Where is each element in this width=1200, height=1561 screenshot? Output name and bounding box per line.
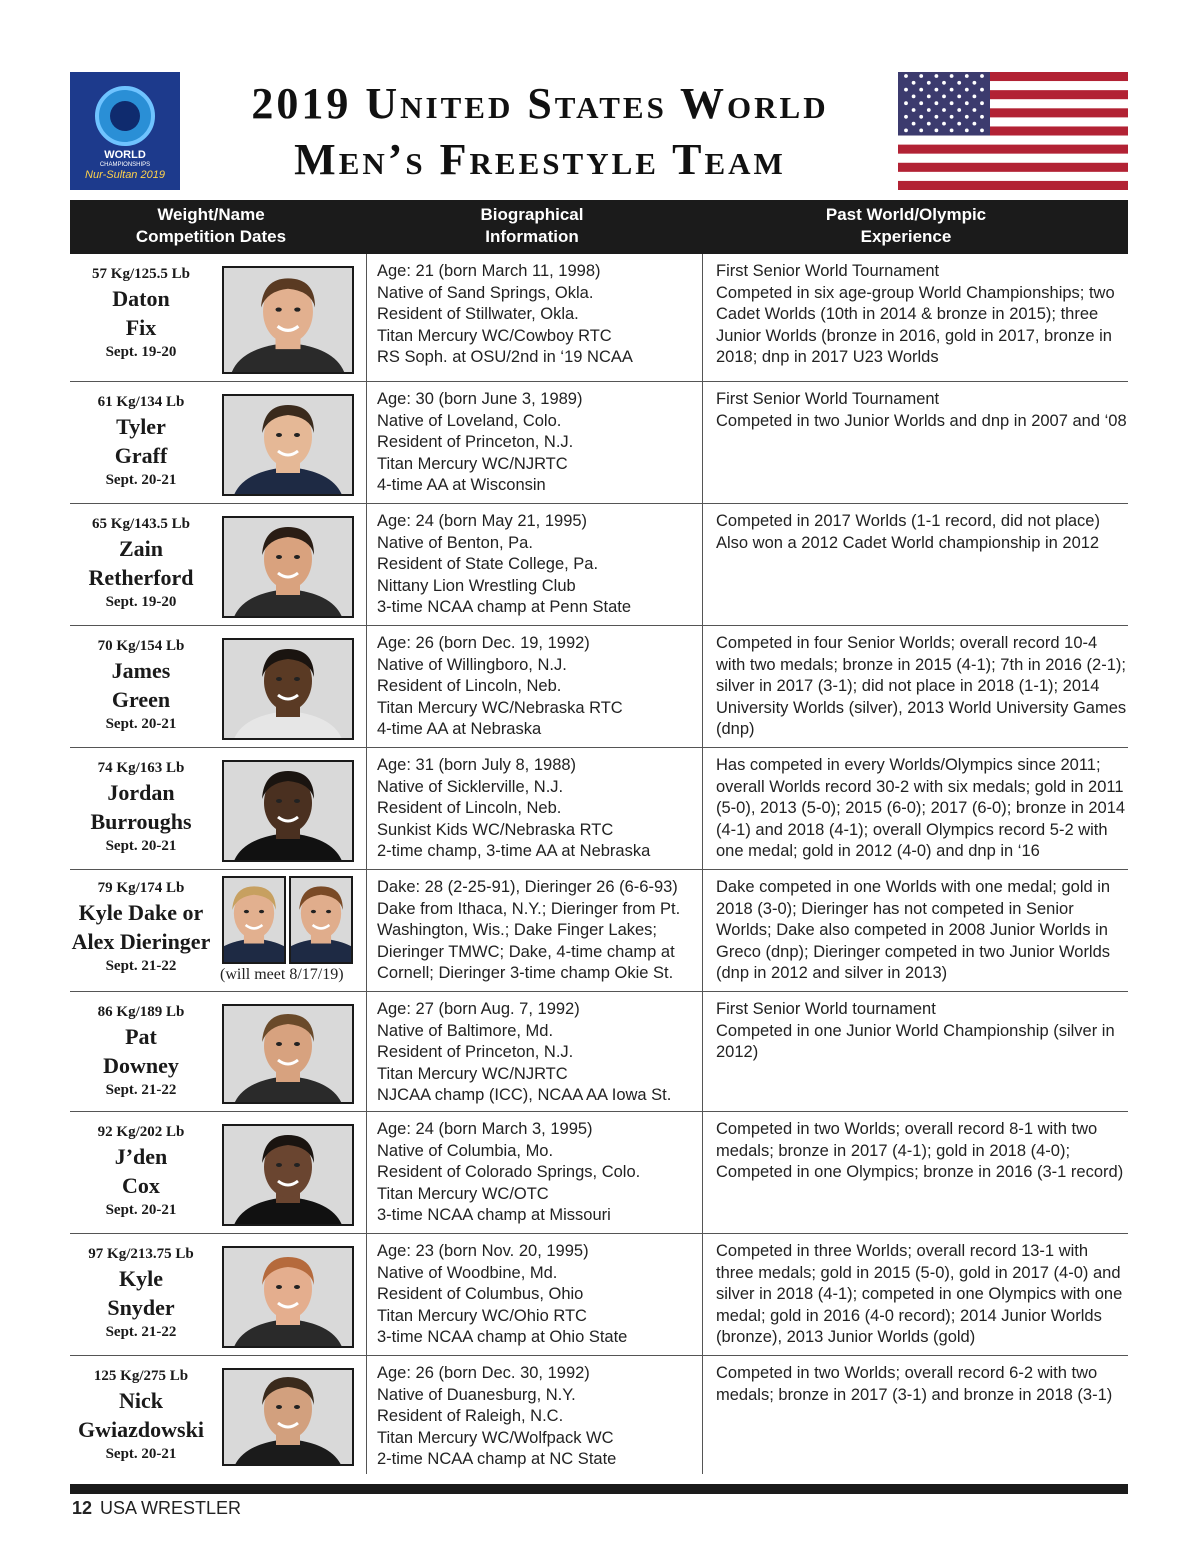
bio-line: Age: 26 (born Dec. 19, 1992) xyxy=(377,634,590,652)
bio-line: Sunkist Kids WC/Nebraska RTC xyxy=(377,820,614,839)
bio-line: Resident of Columbus, Ohio xyxy=(377,1285,584,1304)
bio-line: 4-time AA at Nebraska xyxy=(377,720,542,739)
bio-line: Age: 24 (born March 3, 1995) xyxy=(377,1120,593,1138)
table-row xyxy=(70,1234,1128,1356)
bio-line: 2-time NCAA champ at NC State xyxy=(377,1450,617,1469)
page-title xyxy=(185,76,895,188)
world-championships-logo xyxy=(70,72,180,190)
wrestler-first-name: Tyler xyxy=(116,414,166,439)
bio-line: Dake: 28 (2-25-91), Dieringer 26 (6-6-93) xyxy=(377,878,678,896)
bio-line: Native of Loveland, Colo. xyxy=(377,411,562,430)
experience-cell xyxy=(716,1119,1128,1184)
bio-line: Titan Mercury WC/NJRTC xyxy=(377,454,568,473)
bio-line: Cornell; Dieringer 3-time champ Okie St. xyxy=(377,964,674,983)
us-flag-icon xyxy=(898,72,1128,190)
bio-line: Native of Baltimore, Md. xyxy=(377,1021,554,1040)
page-number: 12 xyxy=(72,1498,93,1518)
competition-dates: Sept. 19-20 xyxy=(105,344,177,360)
weight-class: 65 Kg/143.5 Lb xyxy=(92,516,190,532)
header-weight-name: Weight/Name Competition Dates xyxy=(135,205,287,246)
weight-class: 79 Kg/174 Lb xyxy=(97,880,185,896)
wrestler-first-name: Kyle xyxy=(119,1266,163,1291)
bio-line: 4-time AA at Wisconsin xyxy=(377,476,546,495)
table-row xyxy=(70,382,1128,504)
wrestler-name-cell xyxy=(70,1358,212,1464)
wrestler-last-name: Alex Dieringer xyxy=(71,929,211,954)
wrestler-photo xyxy=(222,1246,354,1348)
bio-line: Titan Mercury WC/NJRTC xyxy=(377,1064,568,1083)
table-header xyxy=(70,200,1128,254)
bio-cell xyxy=(377,389,707,497)
wrestler-photo xyxy=(222,1124,354,1226)
bio-line: Dake from Ithaca, N.Y.; Dieringer from Pt. xyxy=(377,899,681,918)
bio-line: Age: 24 (born May 21, 1995) xyxy=(377,512,588,530)
competition-dates: Sept. 20-21 xyxy=(105,838,177,854)
wrestler-name-cell xyxy=(70,1114,212,1220)
bio-line: Age: 23 (born Nov. 20, 1995) xyxy=(377,1242,589,1260)
wrestler-photo xyxy=(289,876,353,964)
bio-line: Native of Willingboro, N.J. xyxy=(377,655,567,674)
wrestler-photo xyxy=(222,266,354,374)
weight-class: 74 Kg/163 Lb xyxy=(97,760,185,776)
bio-line: Native of Sand Springs, Okla. xyxy=(377,283,594,302)
bio-line: Resident of Colorado Springs, Colo. xyxy=(377,1163,641,1182)
bio-line: Resident of Princeton, N.J. xyxy=(377,433,574,452)
bio-cell xyxy=(377,633,707,741)
wrestler-first-name: Kyle Dake or xyxy=(78,900,204,925)
bio-line: Titan Mercury WC/OTC xyxy=(377,1184,549,1203)
wrestler-name-cell xyxy=(70,628,212,734)
wrestler-last-name: Gwiazdowski xyxy=(78,1417,204,1442)
table-row xyxy=(70,626,1128,748)
footer-bar xyxy=(70,1484,1128,1494)
experience-line: Also won a 2012 Cadet World championship in 2012 xyxy=(716,533,1100,552)
table-row xyxy=(70,1356,1128,1474)
logo-line3: Nur-Sultan 2019 xyxy=(85,169,165,181)
experience-line: Dake competed in one Worlds with one medal; gold in 2018 (3-0); Dieringer has not competed in Senior Worlds; Dake also competed in 2008 Junior Worlds in Greco (dnp); Dieringer competed in two Junior Worlds (dnp in 2012 and silver in 2013) xyxy=(716,878,1111,983)
bio-line: RS Soph. at OSU/2nd in ‘19 NCAA xyxy=(377,348,633,367)
bio-line: Native of Columbia, Mo. xyxy=(377,1141,554,1160)
wrestler-first-name: James xyxy=(111,658,171,683)
competition-dates: Sept. 20-21 xyxy=(105,1202,177,1218)
wrestler-first-name: Daton xyxy=(112,286,170,311)
wrestler-photo xyxy=(222,394,354,496)
wrestler-photo xyxy=(222,1368,354,1466)
competition-dates: Sept. 21-22 xyxy=(105,1324,177,1340)
bio-line: Resident of Princeton, N.J. xyxy=(377,1043,574,1062)
wrestler-last-name: Snyder xyxy=(107,1295,175,1320)
wrestler-name-cell xyxy=(70,994,212,1100)
experience-cell xyxy=(716,877,1128,985)
bio-line: 3-time NCAA champ at Penn State xyxy=(377,598,632,617)
wrestler-first-name: J’den xyxy=(114,1144,168,1169)
wrestler-photo xyxy=(222,876,286,964)
table-row xyxy=(70,1112,1128,1234)
title-line1: 2019 United States World xyxy=(251,79,829,128)
page-footer xyxy=(72,1498,241,1518)
competition-dates: Sept. 20-21 xyxy=(105,716,177,732)
bio-line: Dieringer TMWC; Dake, 4-time champ at xyxy=(377,942,675,961)
bio-cell xyxy=(377,511,707,619)
experience-line: Competed in two Worlds; overall record 6-2 with two medals; bronze in 2017 (3-1) and bronze in 2018 (3-1) xyxy=(716,1364,1113,1404)
wrestler-name-cell xyxy=(70,506,212,612)
weight-class: 125 Kg/275 Lb xyxy=(93,1368,189,1384)
experience-cell xyxy=(716,511,1128,554)
bio-cell xyxy=(377,1241,707,1349)
logo-line2: CHAMPIONSHIPS xyxy=(99,162,151,168)
experience-line: First Senior World Tournament xyxy=(716,390,940,408)
competition-dates: Sept. 21-22 xyxy=(105,1082,177,1098)
table-row xyxy=(70,870,1128,992)
competition-dates: Sept. 20-21 xyxy=(105,472,177,488)
table-row xyxy=(70,254,1128,382)
table-row xyxy=(70,992,1128,1112)
bio-line: Resident of State College, Pa. xyxy=(377,555,599,574)
weight-class: 97 Kg/213.75 Lb xyxy=(88,1246,194,1262)
weight-class: 57 Kg/125.5 Lb xyxy=(92,266,190,282)
bio-line: Nittany Lion Wrestling Club xyxy=(377,576,576,595)
experience-line: Has competed in every Worlds/Olympics since 2011; overall Worlds record 30-2 with six medals; gold in 2011 (5-0), 2013 (5-0); 2015 (6-0); 2017 (6-0); bronze in 2014 (4-1) and 2018 (4-1); overall Olympics record 5-2 with one medal; gold in 2012 (4-0) and dnp in ‘16 xyxy=(716,756,1126,861)
wrestler-last-name: Cox xyxy=(122,1173,160,1198)
wrestler-name-cell xyxy=(70,1236,212,1342)
experience-line: Competed in three Worlds; overall record 13-1 with three medals; gold in 2015 (5-0), gold in 2017 (4-0) and silver in 2018 (4-1); competed in one Olympics with one medal; gold in 2016 (4-0 record); 2014 Junior Worlds (bronze), 2013 Junior Worlds (gold) xyxy=(716,1242,1123,1347)
table-row xyxy=(70,504,1128,626)
bio-line: Resident of Lincoln, Neb. xyxy=(377,677,562,696)
experience-cell xyxy=(716,755,1128,863)
wrestler-photo xyxy=(222,638,354,740)
bio-line: Age: 30 (born June 3, 1989) xyxy=(377,390,583,408)
bio-line: Titan Mercury WC/Ohio RTC xyxy=(377,1306,587,1325)
bio-line: Titan Mercury WC/Cowboy RTC xyxy=(377,326,612,345)
bio-line: Age: 21 (born March 11, 1998) xyxy=(377,262,601,280)
experience-cell xyxy=(716,999,1128,1064)
bio-line: Native of Benton, Pa. xyxy=(377,533,533,552)
wrestler-photo xyxy=(222,760,354,862)
bio-cell xyxy=(377,877,707,985)
bio-line: 2-time champ, 3-time AA at Nebraska xyxy=(377,842,651,861)
wrestler-name-cell xyxy=(70,256,212,362)
experience-line: First Senior World Tournament xyxy=(716,262,940,280)
header-experience: Past World/Olympic Experience xyxy=(825,205,987,246)
experience-cell xyxy=(716,633,1128,741)
weight-class: 86 Kg/189 Lb xyxy=(97,1004,185,1020)
weight-class: 61 Kg/134 Lb xyxy=(97,394,185,410)
bio-cell xyxy=(377,1119,707,1227)
bio-line: 3-time NCAA champ at Ohio State xyxy=(377,1328,628,1347)
logo-line1: WORLD xyxy=(104,149,146,161)
experience-cell xyxy=(716,389,1128,432)
competition-dates: Sept. 21-22 xyxy=(105,958,177,974)
meet-note: (will meet 8/17/19) xyxy=(220,966,344,983)
magazine-name: USA WRESTLER xyxy=(100,1498,242,1518)
competition-dates: Sept. 20-21 xyxy=(105,1446,177,1462)
bio-cell xyxy=(377,1363,707,1471)
wrestler-emblem-icon xyxy=(95,86,155,146)
bio-line: NJCAA champ (ICC), NCAA AA Iowa St. xyxy=(377,1086,672,1105)
experience-line: Competed in two Junior Worlds and dnp in 2007 and ‘08 xyxy=(716,411,1127,430)
bio-line: Titan Mercury WC/Wolfpack WC xyxy=(377,1428,614,1447)
wrestler-last-name: Downey xyxy=(103,1053,179,1078)
wrestler-last-name: Green xyxy=(111,687,171,712)
bio-line: Resident of Raleigh, N.C. xyxy=(377,1407,564,1426)
bio-line: Age: 31 (born July 8, 1988) xyxy=(377,756,577,774)
title-line2: Men’s Freestyle Team xyxy=(294,135,786,184)
wrestler-name-cell xyxy=(70,384,212,490)
experience-cell xyxy=(716,1241,1128,1349)
wrestler-photo xyxy=(222,1004,354,1104)
wrestler-photo xyxy=(222,516,354,618)
wrestler-first-name: Jordan xyxy=(107,780,175,805)
wrestler-first-name: Zain xyxy=(118,536,164,561)
weight-class: 70 Kg/154 Lb xyxy=(97,638,185,654)
wrestler-first-name: Pat xyxy=(125,1024,157,1049)
bio-line: Native of Woodbine, Md. xyxy=(377,1263,558,1282)
bio-line: Resident of Lincoln, Neb. xyxy=(377,799,562,818)
wrestler-last-name: Retherford xyxy=(88,565,194,590)
wrestler-last-name: Burroughs xyxy=(90,809,192,834)
bio-cell xyxy=(377,999,707,1107)
bio-cell xyxy=(377,261,707,369)
experience-cell xyxy=(716,261,1128,369)
bio-line: Native of Sicklerville, N.J. xyxy=(377,777,564,796)
bio-line: Age: 26 (born Dec. 30, 1992) xyxy=(377,1364,590,1382)
experience-line: Competed in two Worlds; overall record 8-1 with two medals; bronze in 2017 (4-1); gold in 2018 (4-0); Competed in one Olympics; bronze in 2016 (3-1 record) xyxy=(716,1120,1124,1182)
competition-dates: Sept. 19-20 xyxy=(105,594,177,610)
experience-line: Competed in one Junior World Championship (silver in 2012) xyxy=(716,1021,1115,1062)
experience-line: Competed in 2017 Worlds (1-1 record, did not place) xyxy=(716,512,1100,530)
wrestler-name-cell xyxy=(70,750,212,856)
bio-line: Washington, Wis.; Dake Finger Lakes; xyxy=(377,921,658,940)
bio-cell xyxy=(377,755,707,863)
wrestler-last-name: Graff xyxy=(114,443,168,468)
experience-line: First Senior World tournament xyxy=(716,1000,936,1018)
wrestler-first-name: Nick xyxy=(119,1388,163,1413)
weight-class: 92 Kg/202 Lb xyxy=(97,1124,185,1140)
bio-line: 3-time NCAA champ at Missouri xyxy=(377,1206,611,1225)
wrestler-name-cell xyxy=(70,870,212,976)
bio-line: Titan Mercury WC/Nebraska RTC xyxy=(377,698,623,717)
wrestler-last-name: Fix xyxy=(125,315,157,340)
bio-line: Resident of Stillwater, Okla. xyxy=(377,305,579,324)
experience-line: Competed in four Senior Worlds; overall record 10-4 with two medals; bronze in 2015 (4-1); 7th in 2016 (2-1); silver in 2017 (3-1); did not place in 2018 (1-1); 2014 University Worlds (silver), 2013 World University Games (dnp) xyxy=(716,634,1127,739)
bio-line: Native of Duanesburg, N.Y. xyxy=(377,1385,576,1404)
bio-line: Age: 27 (born Aug. 7, 1992) xyxy=(377,1000,580,1018)
experience-cell xyxy=(716,1363,1128,1406)
table-row xyxy=(70,748,1128,870)
experience-line: Competed in six age-group World Championships; two Cadet Worlds (10th in 2014 & bronze in 2015); three Junior Worlds (bronze in 2016, gold in 2017, bronze in 2018; dnp in 2017 U23 Worlds xyxy=(716,283,1115,367)
header-bio: Biographical Information xyxy=(480,205,584,246)
